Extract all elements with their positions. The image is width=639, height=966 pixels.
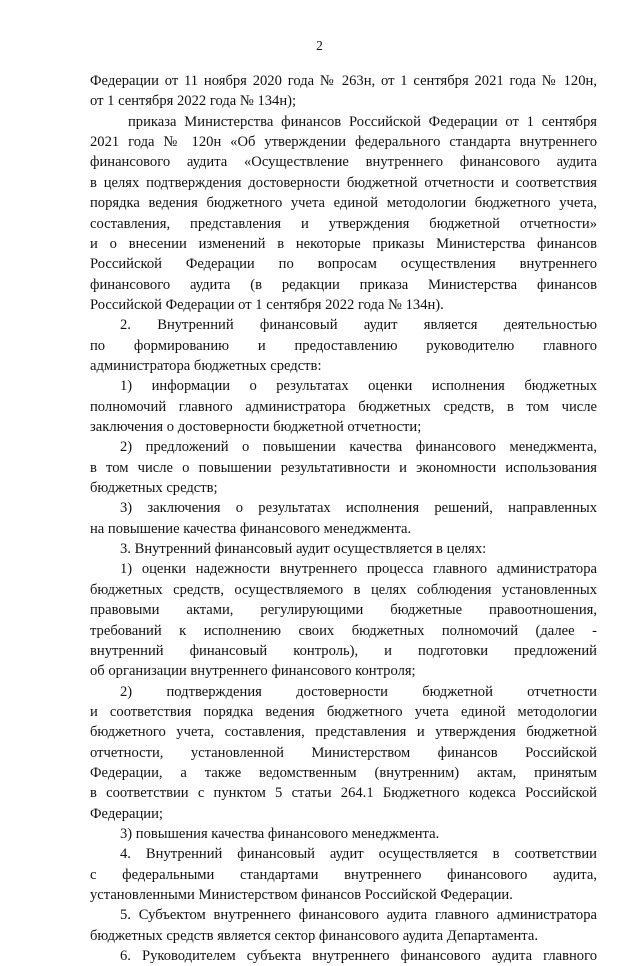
text-line: бюджетных средств; (90, 480, 218, 496)
text-line: финансового аудита (в редакции приказа Министерства финансов (90, 276, 597, 293)
text-line: 2) подтверждения достоверности бюджетной отчетности (120, 683, 597, 700)
text-line: полномочий главного администратора бюджетных средств, в том числе (90, 398, 597, 415)
text-line: заключения о достоверности бюджетной отчетности; (90, 419, 422, 435)
text-line: 1) оценки надежности внутреннего процесса главного администратора (120, 561, 597, 578)
text-line: 3) повышения качества финансового менеджмента. (120, 826, 440, 842)
text-line: бюджетных средств, осуществляемого в целях соблюдения установленных (90, 581, 597, 598)
text-line: в целях подтверждения достоверности бюджетной отчетности и соответствия (90, 174, 597, 191)
text-line: требований к исполнению своих бюджетных полномочий (далее - (90, 622, 597, 639)
text-line: 3. Внутренний финансовый аудит осуществляется в целях: (120, 541, 487, 557)
text-line: составления, представления и утверждения бюджетной отчетности» (90, 215, 597, 232)
page-number: 2 (316, 38, 323, 53)
text-line: 4. Внутренний финансовый аудит осуществляется в соответствии (120, 846, 597, 863)
text-line: на повышение качества финансового менеджмента. (90, 520, 412, 537)
text-line: 2021 года № 120н «Об утверждении федерального стандарта внутреннего (90, 134, 597, 151)
text-line: 2) предложений о повышении качества финансового менеджмента, (120, 439, 597, 456)
text-line: правовыми актами, регулирующими бюджетные правоотношения, (90, 602, 597, 619)
text-line: Российской Федерации от 1 сентября 2022 года № 134н). (90, 296, 444, 313)
text-line: об организации внутреннего финансового контроля; (90, 663, 416, 680)
text-line: Российской Федерации по вопросам осуществления внутреннего (90, 256, 597, 273)
text-line: 6. Руководителем субъекта внутреннего финансового аудита главного (120, 948, 597, 965)
text-line: Федерации, а также ведомственным (внутренним) актам, принятым (90, 764, 597, 781)
text-line: бюджетных средств является сектор финансового аудита Департамента. (90, 927, 538, 944)
text-line: и соответствия порядка ведения бюджетного учета единой методологии (90, 703, 597, 720)
text-line: Федерации от 11 ноября 2020 года № 263н, от 1 сентября 2021 года № 120н, (90, 73, 597, 89)
text-line: в соответствии с пунктом 5 статьи 264.1 Бюджетного кодекса Российской (90, 785, 597, 802)
text-line: приказа Министерства финансов Российской Федерации от 1 сентября (128, 113, 597, 130)
text-line: установленными Министерством финансов Российской Федерации. (90, 887, 513, 903)
text-line: 5. Субъектом внутреннего финансового аудита главного администратора (120, 907, 597, 924)
text-line: в том числе о повышении результативности и экономности использования (90, 459, 597, 476)
text-line: финансового аудита «Осуществление внутреннего финансового аудита (90, 154, 597, 171)
text-line: Федерации; (90, 805, 163, 822)
text-line: администратора бюджетных средств: (90, 357, 322, 374)
text-line: с федеральными стандартами внутреннего финансового аудита, (90, 866, 597, 883)
text-line: порядка ведения бюджетного учета единой методологии бюджетного учета, (90, 195, 597, 212)
text-line: по формированию и предоставлению руководителю главного (90, 337, 597, 354)
text-line: и о внесении изменений в некоторые приказы Министерства финансов (90, 235, 597, 252)
text-line: от 1 сентября 2022 года № 134н); (90, 93, 297, 110)
text-line: бюджетного учета, составления, представления и утверждения бюджетной (90, 724, 597, 741)
text-line: отчетности, установленной Министерством финансов Российской (90, 744, 597, 761)
text-line: 2. Внутренний финансовый аудит является деятельностью (120, 317, 597, 334)
text-line: 1) информации о результатах оценки исполнения бюджетных (120, 378, 597, 395)
text-line: внутренний финансовый контроль), и подготовки предложений (90, 642, 597, 659)
text-line: 3) заключения о результатах исполнения решений, направленных (120, 500, 597, 517)
